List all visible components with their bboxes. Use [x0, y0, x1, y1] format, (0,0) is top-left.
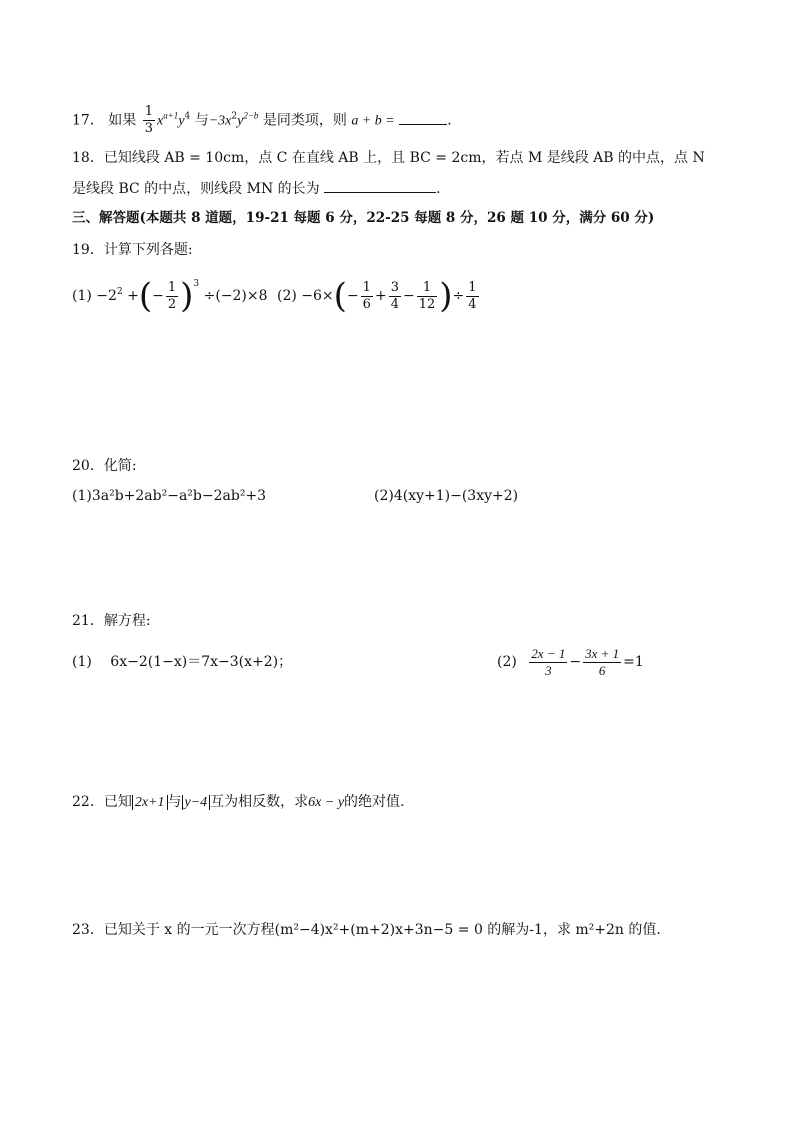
question-23: 23．已知关于 x 的一元一次方程(m²−4)x²+(m+2)x+3n−5 = 0 的解为-1，求 m²+2n 的值.	[72, 922, 661, 938]
exponent: 4	[184, 111, 191, 122]
exponent: 2−b	[243, 110, 259, 121]
operator: +	[127, 288, 139, 304]
question-18-line2	[72, 178, 441, 199]
fraction: $\frac{1}{3}$	[144, 104, 154, 136]
question-19-part1	[72, 276, 268, 316]
question-17	[72, 104, 452, 137]
question-number: 17．	[72, 112, 104, 129]
answer-blank[interactable]	[399, 110, 447, 125]
part-label: (1)	[72, 288, 92, 304]
math-expression: a + b =	[351, 113, 395, 129]
part-label: (1)	[72, 654, 92, 670]
question-text: 是线段 BC 的中点，则线段 MN 的长为	[72, 181, 320, 197]
part-label: (2)	[497, 654, 517, 670]
equation: 6x−2(1−x)＝7x−3(x+2)；	[110, 654, 293, 670]
absolute-value: 2x+1	[132, 795, 168, 810]
answer-blank[interactable]	[324, 178, 436, 193]
question-20-title: 20．化简:	[72, 458, 137, 474]
question-text: 的绝对值.	[344, 794, 405, 810]
section-heading: 三、解答题(本题共 8 道题，19-21 每题 6 分，22-25 每题 8 分，26 题 10 分，满分 60 分)	[72, 210, 655, 226]
question-text: 与	[194, 112, 209, 129]
question-20-part1: (1)3a²b+2ab²−a²b−2ab²+3	[72, 488, 267, 504]
fraction: $\frac{1}{4}$	[468, 279, 477, 312]
math-var: y	[237, 113, 244, 129]
operator: −	[152, 288, 164, 304]
left-paren: (	[333, 276, 347, 316]
math-term: −3x	[208, 113, 232, 129]
math-var: x	[157, 113, 164, 129]
question-text: 22．已知	[72, 794, 132, 810]
math-term: −2	[96, 288, 117, 304]
left-paren: (	[138, 276, 153, 316]
math-expression: 6x − y	[308, 795, 345, 810]
fraction: $\frac{3x + 1}{6}$	[585, 645, 620, 678]
question-19-part2: (2) −6×(− $\frac{1}{6}$ + $\frac{3}{4}$ − $\frac{1}{12}$ )÷ $\frac{1}{4}$	[277, 276, 477, 316]
question-21-title: 21．解方程:	[72, 613, 151, 629]
exponent: 2	[231, 111, 238, 122]
question-text: 是同类项，则	[262, 112, 347, 129]
question-text: 互为相反数，求	[210, 794, 309, 810]
math-term: ÷(−2)×8	[203, 288, 268, 304]
question-text: .	[436, 181, 441, 197]
question-20-part2: (2)4(xy+1)−(3xy+2)	[374, 488, 519, 504]
fraction: $\frac{3}{4}$	[390, 279, 399, 312]
fraction: $\frac{1}{2}$	[167, 279, 177, 312]
exponent: a+1	[163, 110, 179, 121]
fraction: $\frac{2x - 1}{3}$	[531, 645, 566, 678]
question-19-title: 19．计算下列各题:	[72, 242, 193, 258]
question-18-line1: 18．已知线段 AB = 10cm，点 C 在直线 AB 上，且 BC = 2cm，若点 M 是线段 AB 的中点，点 N	[72, 150, 705, 166]
part-label: (2)	[277, 288, 297, 304]
fraction: $\frac{1}{12}$	[418, 279, 436, 312]
math-var: y	[178, 113, 185, 129]
right-paren: )	[180, 276, 194, 316]
question-21-part2: (2) $\frac{2x - 1}{3}$ − $\frac{3x + 1}{6}$ =1	[497, 645, 644, 678]
exponent: 2	[116, 287, 123, 297]
fraction: $\frac{1}{6}$	[362, 279, 371, 312]
exponent: 3	[193, 279, 200, 289]
operator: ÷	[452, 288, 465, 304]
absolute-value: y−4	[182, 795, 211, 810]
question-text: 与	[167, 794, 182, 810]
question-text: 如果	[108, 112, 137, 129]
math-term: −6×	[301, 288, 334, 304]
right-paren: )	[439, 276, 453, 316]
equation: =1	[623, 654, 644, 670]
question-21-part1	[72, 652, 292, 672]
question-text: .	[447, 112, 452, 129]
question-22	[72, 792, 405, 813]
